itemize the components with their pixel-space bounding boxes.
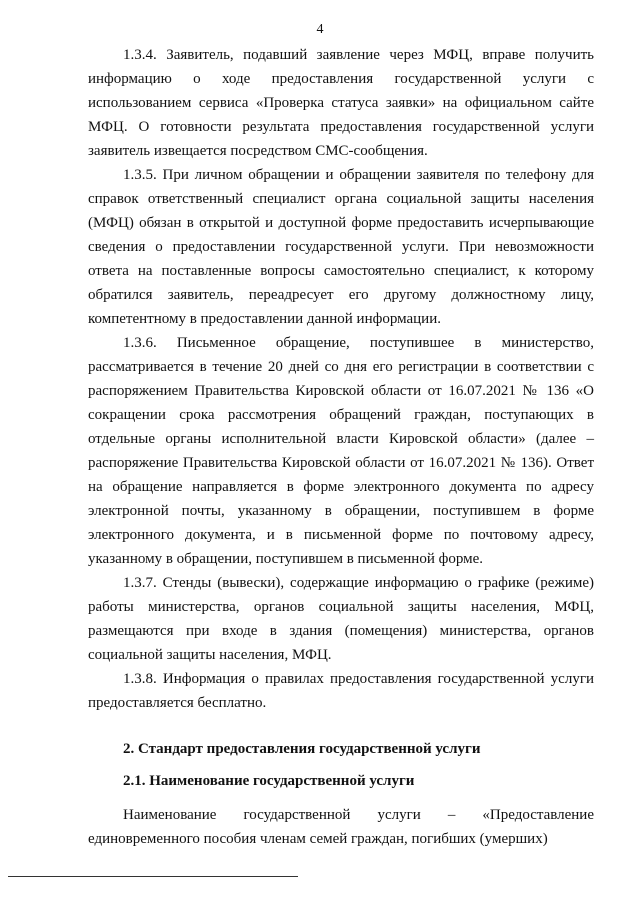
subsection-heading: 2.1. Наименование государственной услуги <box>123 773 415 789</box>
paragraph-1-3-5: 1.3.5. При личном обращении и обращении заявителя по телефону для справок ответственный специалист органа социальной защиты населения (МФЦ) обязан в открытой и доступной форме предоставить исчерпывающие сведения о предоставлении государственной услуги. При невозможности ответа на поставленные вопросы самостоятельно специалист, к которому обратился заявитель, переадресует его другому должностному лицу, компетентному в предоставлении данной информации. <box>88 167 594 327</box>
page-number: 4 <box>316 22 324 37</box>
paragraph-1-3-7: 1.3.7. Стенды (вывески), содержащие информацию о графике (режиме) работы министерства, органов социальной защиты населения, МФЦ, размещаются при входе в здания (помещения) министерства, органов социальной защиты населения, МФЦ. <box>88 575 594 663</box>
paragraph-2-1: Наименование государственной услуги – «Предоставление единовременного пособия членам семей граждан, погибших (умерших) <box>88 807 594 847</box>
paragraph-1-3-4: 1.3.4. Заявитель, подавший заявление через МФЦ, вправе получить информацию о ходе предоставления государственной услуги с использованием сервиса «Проверка статуса заявки» на официальном сайте МФЦ. О готовности результата предоставления государственной услуги заявитель извещается посредством СМС-сообщения. <box>88 47 594 159</box>
footnote-separator <box>8 876 298 877</box>
paragraph-1-3-8: 1.3.8. Информация о правилах предоставления государственной услуги предоставляется бесплатно. <box>88 671 594 711</box>
paragraph-1-3-6: 1.3.6. Письменное обращение, поступившее в министерство, рассматривается в течение 20 дней со дня его регистрации в соответствии с распоряжением Правительства Кировской области от 16.07.2021 № 136 «О сокращении срока рассмотрения обращений граждан, поступающих в отдельные органы исполнительной власти Кировской области» (далее – распоряжение Правительства Кировской области от 16.07.2021 № 136). Ответ на обращение направляется в форме электронного документа по адресу электронной почты, указанному в обращении, поступившем в форме электронного документа, и в письменной форме по почтовому адресу, указанному в обращении, поступившем в письменной форме. <box>88 335 594 567</box>
section-heading: 2. Стандарт предоставления государственной услуги <box>123 741 481 757</box>
document-body <box>88 43 594 851</box>
